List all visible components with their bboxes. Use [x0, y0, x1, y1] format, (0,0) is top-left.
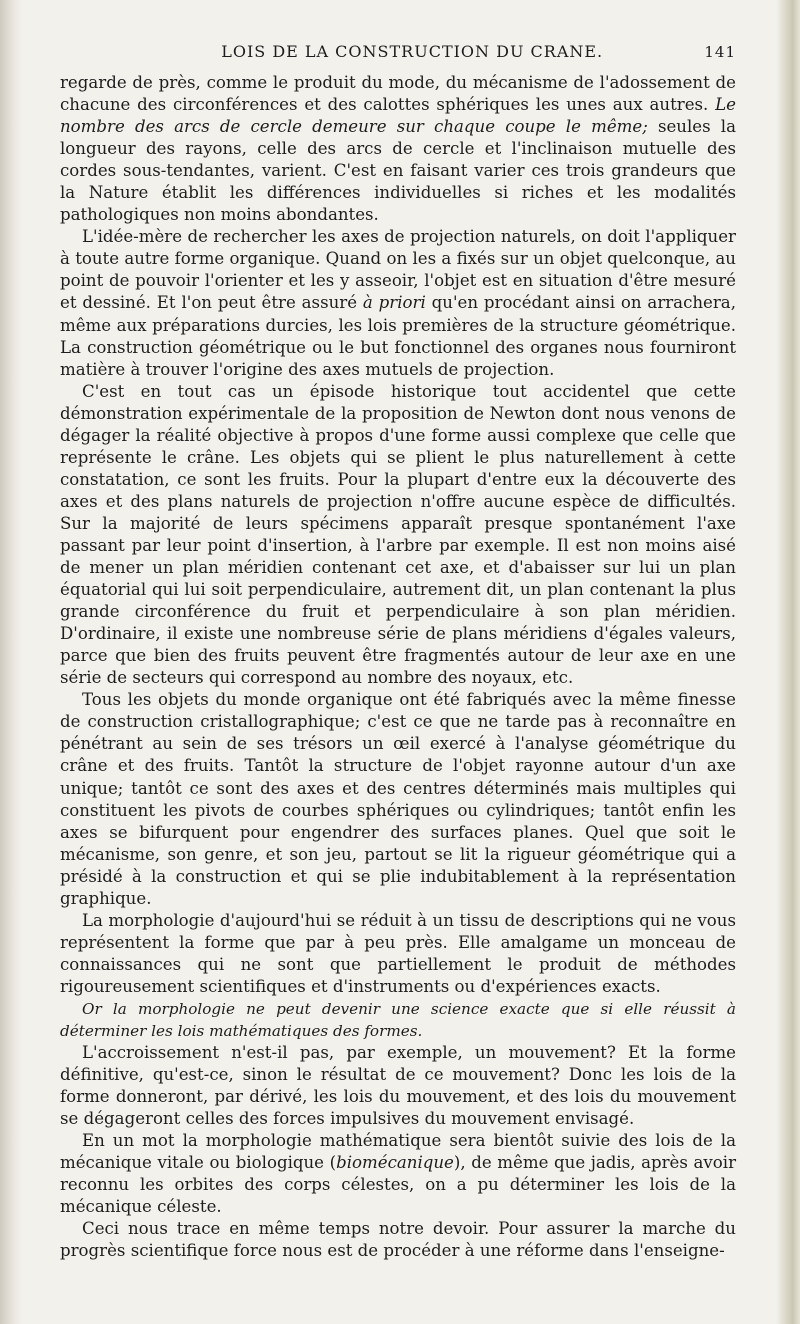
paragraph-p1: [60, 72, 736, 226]
paragraph-p3: [60, 381, 736, 690]
text-run: qu'en procédant ainsi on arrachera, même aux préparations durcies, les lois premières de la structure géométrique. La construction géométrique ou le but fonctionnel des organes nous fourniront matière à trouver l'origine des axes mutuels de projection.: [60, 293, 736, 379]
italic-text: à priori: [362, 293, 426, 313]
page-body: [60, 72, 736, 1263]
paragraph-p9: [60, 1218, 736, 1262]
italic-text: Or la morphologie ne peut devenir une science exacte que si elle réussit à déterminer les lois mathématiques des formes.: [60, 999, 736, 1041]
page-number: 141: [704, 43, 736, 61]
text-run: La morphologie d'aujourd'hui se réduit à un tissu de descriptions qui ne vous représentent la forme que par à peu près. Elle amalgame un monceau de connaissances qui ne sont que partiellement le produit de méthodes rigoureusement scientifiques et d'instruments ou d'expériences exacts.: [60, 910, 736, 996]
text-run: C'est en tout cas un épisode historique tout accidentel que cette démonstration expérimentale de la proposition de Newton dont nous venons de dégager la réalité objective à propos d'une forme aussi complexe que celle que représente le crâne. Les objets qui se plient le plus naturellement à cette constatation, ce sont les fruits. Pour la plupart d'entre eux la découverte des axes et des plans naturels de projection n'offre aucune espèce de difficultés. Sur la majorité de leurs spécimens apparaît presque spontanément l'axe passant par leur point d'insertion, à l'arbre par exemple. Il est non moins aisé de mener un plan méridien contenant cet axe, et d'abaisser sur lui un plan équatorial qui lui soit perpendiculaire, autrement dit, un plan contenant la plus grande circonférence du fruit et perpendiculaire à son plan méridien. D'ordinaire, il existe une nombreuse série de plans méridiens d'égales valeurs, parce que bien des fruits peuvent être fragmentés autour de leur axe en une série de secteurs qui correspond au nombre des noyaux, etc.: [60, 381, 736, 688]
text-run: Ceci nous trace en même temps notre devoir. Pour assurer la marche du progrès scientifique force nous est de procéder à une réforme dans l'enseigne-: [60, 1219, 736, 1261]
text-run: ), de même que jadis, après avoir reconnu les orbites des corps célestes, on a pu déterminer les lois de la mécanique céleste.: [60, 1153, 736, 1217]
italic-text: biomécanique: [336, 1153, 454, 1173]
italic-text: Le nombre des arcs de cercle demeure sur chaque coupe le même;: [60, 95, 736, 137]
text-run: regarde de près, comme le produit du mode, du mécanisme de l'adossement de chacune des circonférences et des calottes sphériques les unes aux autres.: [60, 73, 736, 115]
text-run: L'idée-mère de rechercher les axes de projection naturels, on doit l'appliquer à toute autre forme organique. Quand on les a fixés sur un objet quelconque, au point de pouvoir l'orienter et les y asseoir, l'objet est en situation d'être mesuré et dessiné. Et l'on peut être assuré: [60, 227, 736, 313]
text-run: L'accroissement n'est-il pas, par exemple, un mouvement? Et la forme définitive, qu'est-ce, sinon le résultat de ce mouvement? Donc les lois de la forme donneront, par dérivé, les lois du mouvement, et des lois du mouvement se dégageront celles des forces impulsives du mouvement envisagé.: [60, 1043, 736, 1129]
text-run: En un mot la morphologie mathématique sera bientôt suivie des lois de la mécanique vitale ou biologique (: [60, 1131, 736, 1173]
text-run: Tous les objets du monde organique ont été fabriqués avec la même finesse de construction cristallographique; c'est ce que ne tarde pas à reconnaître en pénétrant au sein de ses trésors un œil exercé à l'analyse géométrique du crâne et des fruits. Tantôt la structure de l'objet rayonne autour d'un axe unique; tantôt ce sont des axes et des centres déterminés mais multiples qui constituent les pivots de courbes sphériques ou cylindriques; tantôt enfin les axes se bifurquent pour engendrer des surfaces planes. Quel que soit le mécanisme, son genre, et son jeu, partout se lit la rigueur géométrique qui a présidé à la construction et qui se plie indubitablement à la représentation graphique.: [60, 690, 736, 908]
book-gutter-shadow: [0, 0, 22, 1324]
paragraph-p8: [60, 1130, 736, 1218]
paragraph-p4: [60, 689, 736, 909]
paragraph-p7: [60, 1042, 736, 1130]
running-header: [60, 42, 736, 72]
paragraph-p2: [60, 226, 736, 380]
text-run: seules la longueur des rayons, celle des arcs de cercle et l'inclinaison mutuelle des cordes sous-tendantes, varient. C'est en faisant varier ces trois grandeurs que la Nature établit les différences individuelles si riches et les modalités pathologiques non moins abondantes.: [60, 117, 736, 225]
paragraph-p5: [60, 910, 736, 998]
page-edge-strip: [776, 0, 800, 1324]
running-title: LOIS DE LA CONSTRUCTION DU CRANE.: [221, 42, 604, 61]
paragraph-p6: [60, 998, 736, 1042]
book-page: [60, 42, 736, 1263]
